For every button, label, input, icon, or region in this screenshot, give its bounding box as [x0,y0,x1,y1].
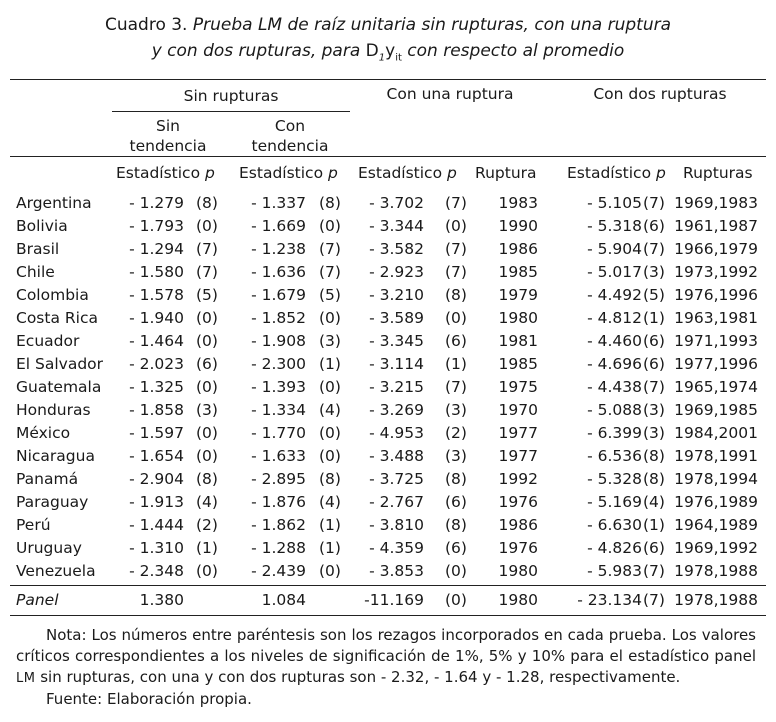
row-stat-3: - 4.359 [369,539,424,557]
title-symbol [365,41,402,64]
row-stat-1: - 2.023 [129,355,184,373]
row-stat-4: - 5.318 [587,217,642,235]
row-stat-4: - 5.328 [587,470,642,488]
row-p-4: (7) [643,378,665,396]
row-p-3: (7) [445,378,467,396]
row-p-3: (6) [445,493,467,511]
row-stat-2: - 1.770 [251,424,306,442]
row-p-4: (7) [643,194,665,212]
row-ruptura: 1983 [498,194,538,212]
row-country: El Salvador [16,355,104,373]
panel-label: Panel [16,591,59,609]
row-stat-2: - 1.908 [251,332,306,350]
col-header-p-3: p [447,164,457,182]
row-stat-1: - 1.310 [129,539,184,557]
row-p-3: (7) [445,240,467,258]
row-p-2: (0) [319,217,341,235]
row-ruptura: 1980 [498,309,538,327]
row-country: Perú [16,516,51,534]
panel-rupturas: 1978,1988 [674,591,758,609]
row-p-1: (3) [196,401,218,419]
group1-rule [112,111,350,112]
row-p-3: (8) [445,516,467,534]
row-ruptura: 1976 [498,539,538,557]
row-ruptura: 1992 [498,470,538,488]
table-source: Fuente: Elaboración propia. [46,690,252,708]
table-title [0,12,776,71]
row-stat-3: - 3.702 [369,194,424,212]
row-rupturas: 1984,2001 [674,424,758,442]
row-p-3: (7) [445,263,467,281]
row-stat-3: - 3.114 [369,355,424,373]
row-country: Guatemala [16,378,102,396]
row-country: Paraguay [16,493,89,511]
table-note [16,625,756,689]
row-p-4: (8) [643,447,665,465]
row-p-3: (7) [445,194,467,212]
row-p-2: (7) [319,240,341,258]
col-header-p-4: p [656,164,666,182]
row-p-1: (0) [196,562,218,580]
panel-stat-1: 1.380 [139,591,184,609]
con-tendencia-line2: tendencia [251,137,329,155]
row-p-3: (3) [445,401,467,419]
row-stat-2: - 1.337 [251,194,306,212]
row-stat-3: - 3.488 [369,447,424,465]
row-country: Uruguay [16,539,82,557]
row-ruptura: 1975 [498,378,538,396]
note-lm: LM [16,671,36,686]
row-stat-1: - 1.597 [129,424,184,442]
row-rupturas: 1965,1974 [674,378,758,396]
title-text-2a: y con dos rupturas, para [151,41,361,61]
row-p-3: (6) [445,539,467,557]
row-stat-1: - 1.940 [129,309,184,327]
col-header-est-3: Estadístico [358,164,443,182]
row-p-3: (6) [445,332,467,350]
row-stat-3: - 3.345 [369,332,424,350]
row-country: México [16,424,71,442]
row-p-2: (0) [319,378,341,396]
row-country: Bolivia [16,217,68,235]
symbol-d: D [365,41,379,61]
sin-tendencia-line2: tendencia [129,137,207,155]
row-stat-2: - 1.393 [251,378,306,396]
note-text-b: sin rupturas, con una y con dos rupturas son - 2.32, - 1.64 y - 1.28, respectivamente. [35,668,681,686]
col-header-p-2: p [328,164,338,182]
row-stat-1: - 1.444 [129,516,184,534]
row-p-1: (2) [196,516,218,534]
row-p-4: (4) [643,493,665,511]
row-rupturas: 1976,1996 [674,286,758,304]
row-rupturas: 1963,1981 [674,309,758,327]
row-p-3: (0) [445,562,467,580]
row-p-4: (3) [643,401,665,419]
row-stat-1: - 2.904 [129,470,184,488]
row-stat-2: - 1.679 [251,286,306,304]
row-stat-4: - 6.399 [587,424,642,442]
header-sin-rupturas: Sin rupturas [183,87,279,105]
sin-tendencia-line1: Sin [156,117,180,135]
row-p-2: (1) [319,355,341,373]
title-italic-1 [193,15,671,35]
row-p-1: (4) [196,493,218,511]
row-stat-3: - 3.589 [369,309,424,327]
row-p-2: (8) [319,470,341,488]
row-stat-3: - 3.269 [369,401,424,419]
row-p-2: (3) [319,332,341,350]
title-line-2 [0,38,776,71]
row-stat-3: - 4.953 [369,424,424,442]
row-p-4: (3) [643,424,665,442]
row-rupturas: 1969,1985 [674,401,758,419]
row-country: Ecuador [16,332,80,350]
row-p-4: (1) [643,516,665,534]
col-header-ruptura: Ruptura [475,164,537,182]
header-con-dos-rupturas: Con dos rupturas [593,85,727,103]
row-country: Argentina [16,194,92,212]
row-stat-2: - 2.895 [251,470,306,488]
row-stat-1: - 1.279 [129,194,184,212]
panel-p-4: (7) [643,591,665,609]
col-header-p-1: p [205,164,215,182]
col-header-est-1: Estadístico p [116,164,215,182]
row-p-3: (8) [445,286,467,304]
row-stat-1: - 1.578 [129,286,184,304]
row-stat-2: - 1.669 [251,217,306,235]
row-p-1: (0) [196,424,218,442]
row-stat-3: - 3.810 [369,516,424,534]
row-stat-4: - 4.492 [587,286,642,304]
row-p-4: (5) [643,286,665,304]
row-stat-4: - 5.983 [587,562,642,580]
panel-top-rule [10,585,766,586]
row-ruptura: 1985 [498,355,538,373]
row-ruptura: 1979 [498,286,538,304]
row-p-1: (8) [196,470,218,488]
row-stat-3: - 2.767 [369,493,424,511]
row-p-4: (6) [643,217,665,235]
row-rupturas: 1961,1987 [674,217,758,235]
row-stat-1: - 1.580 [129,263,184,281]
col-header-est-2: Estadístico p [239,164,338,182]
row-p-1: (6) [196,355,218,373]
row-stat-2: - 1.633 [251,447,306,465]
row-p-1: (7) [196,263,218,281]
row-rupturas: 1969,1992 [674,539,758,557]
row-stat-3: - 2.923 [369,263,424,281]
row-stat-1: - 1.793 [129,217,184,235]
row-stat-4: - 6.536 [587,447,642,465]
row-stat-4: - 5.105 [587,194,642,212]
row-ruptura: 1986 [498,516,538,534]
row-stat-4: - 5.017 [587,263,642,281]
title-line-1 [0,12,776,38]
row-p-4: (7) [643,240,665,258]
row-stat-3: - 3.215 [369,378,424,396]
row-p-2: (5) [319,286,341,304]
symbol-y: y [385,41,396,61]
header-sin-tendencia [118,116,218,156]
row-stat-3: - 3.725 [369,470,424,488]
row-stat-2: - 1.334 [251,401,306,419]
row-p-2: (0) [319,424,341,442]
row-stat-4: - 5.904 [587,240,642,258]
row-p-4: (6) [643,332,665,350]
row-ruptura: 1986 [498,240,538,258]
note-text-a: Nota: Los números entre paréntesis son los rezagos incorporados en cada prueba. Los valores críticos correspondientes a los niveles de significación de 1%, 5% y 10% para el estadístico panel [16,626,756,665]
row-country: Venezuela [16,562,96,580]
panel-stat-2: 1.084 [261,591,306,609]
row-stat-4: - 4.696 [587,355,642,373]
row-stat-1: - 1.858 [129,401,184,419]
row-ruptura: 1976 [498,493,538,511]
row-p-1: (8) [196,194,218,212]
row-stat-1: - 1.913 [129,493,184,511]
row-p-3: (0) [445,309,467,327]
row-rupturas: 1971,1993 [674,332,758,350]
row-stat-2: - 1.288 [251,539,306,557]
row-stat-1: - 1.294 [129,240,184,258]
row-stat-2: - 1.852 [251,309,306,327]
symbol-sub-1: 1 [378,52,386,64]
row-p-3: (3) [445,447,467,465]
row-stat-1: - 1.654 [129,447,184,465]
row-p-3: (0) [445,217,467,235]
row-stat-4: - 4.812 [587,309,642,327]
row-p-3: (8) [445,470,467,488]
row-p-2: (0) [319,309,341,327]
row-country: Colombia [16,286,89,304]
row-p-2: (4) [319,493,341,511]
row-stat-1: - 1.464 [129,332,184,350]
row-p-1: (5) [196,286,218,304]
row-p-2: (0) [319,447,341,465]
col-header-est-4: Estadístico p [567,164,666,182]
row-stat-2: - 2.300 [251,355,306,373]
row-p-2: (1) [319,516,341,534]
row-rupturas: 1978,1994 [674,470,758,488]
header-con-una-ruptura: Con una ruptura [386,85,514,103]
row-p-4: (6) [643,539,665,557]
row-p-4: (8) [643,470,665,488]
row-p-1: (0) [196,447,218,465]
row-rupturas: 1973,1992 [674,263,758,281]
row-p-2: (7) [319,263,341,281]
row-stat-1: - 1.325 [129,378,184,396]
top-rule [10,79,766,80]
title-text-1: Prueba LM de raíz unitaria sin rupturas, con una ruptura [192,15,672,35]
row-stat-4: - 4.438 [587,378,642,396]
panel-stat-4: - 23.134 [577,591,642,609]
row-country: Panamá [16,470,79,488]
row-p-1: (0) [196,378,218,396]
row-ruptura: 1977 [498,447,538,465]
row-p-4: (6) [643,355,665,373]
row-p-4: (7) [643,562,665,580]
row-ruptura: 1977 [498,424,538,442]
row-p-2: (4) [319,401,341,419]
row-ruptura: 1981 [498,332,538,350]
row-p-2: (8) [319,194,341,212]
row-p-1: (0) [196,309,218,327]
row-p-1: (0) [196,217,218,235]
row-rupturas: 1969,1983 [674,194,758,212]
row-p-3: (2) [445,424,467,442]
row-rupturas: 1966,1979 [674,240,758,258]
row-p-4: (1) [643,309,665,327]
bottom-rule [10,615,766,616]
title-prefix: Cuadro 3. [104,15,188,35]
panel-ruptura: 1980 [498,591,538,609]
row-stat-4: - 5.169 [587,493,642,511]
row-stat-3: - 3.582 [369,240,424,258]
row-rupturas: 1978,1988 [674,562,758,580]
row-stat-4: - 4.826 [587,539,642,557]
row-stat-3: - 3.210 [369,286,424,304]
row-ruptura: 1970 [498,401,538,419]
header-bottom-rule [10,156,766,157]
row-country: Costa Rica [16,309,98,327]
row-country: Nicaragua [16,447,95,465]
row-stat-3: - 3.853 [369,562,424,580]
row-p-4: (3) [643,263,665,281]
panel-p-3: (0) [445,591,467,609]
col-header-rupturas: Rupturas [683,164,753,182]
row-rupturas: 1977,1996 [674,355,758,373]
row-p-1: (0) [196,332,218,350]
row-country: Chile [16,263,55,281]
row-stat-2: - 1.862 [251,516,306,534]
row-p-1: (7) [196,240,218,258]
row-p-2: (1) [319,539,341,557]
row-country: Honduras [16,401,91,419]
row-rupturas: 1964,1989 [674,516,758,534]
row-stat-4: - 4.460 [587,332,642,350]
row-stat-2: - 1.238 [251,240,306,258]
row-stat-2: - 2.439 [251,562,306,580]
row-stat-4: - 6.630 [587,516,642,534]
row-stat-3: - 3.344 [369,217,424,235]
con-tendencia-line1: Con [274,117,306,135]
row-rupturas: 1978,1991 [674,447,758,465]
symbol-sub-2: it [395,52,402,64]
row-country: Brasil [16,240,60,258]
row-stat-2: - 1.636 [251,263,306,281]
row-ruptura: 1985 [498,263,538,281]
panel-stat-3: -11.169 [364,591,424,609]
row-p-1: (1) [196,539,218,557]
row-stat-1: - 2.348 [129,562,184,580]
header-con-tendencia [240,116,340,156]
row-ruptura: 1980 [498,562,538,580]
row-p-2: (0) [319,562,341,580]
row-stat-2: - 1.876 [251,493,306,511]
row-ruptura: 1990 [498,217,538,235]
title-text-2b: con respecto al promedio [407,41,625,61]
row-rupturas: 1976,1989 [674,493,758,511]
row-stat-4: - 5.088 [587,401,642,419]
row-p-3: (1) [445,355,467,373]
